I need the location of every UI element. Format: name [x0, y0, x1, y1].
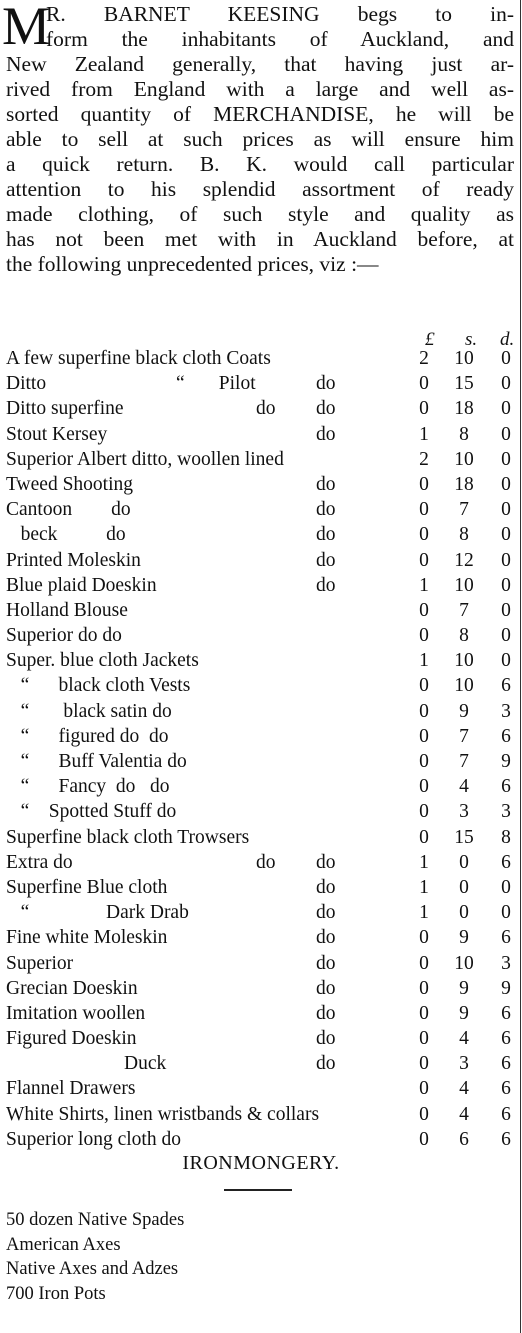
item-descriptor: do — [256, 398, 276, 420]
item-ditto: do — [316, 574, 336, 596]
price-pounds: 0 — [419, 398, 429, 420]
price-pounds: 1 — [419, 423, 429, 445]
price-pence: 6 — [501, 851, 511, 873]
price-shillings: 4 — [459, 1028, 469, 1050]
item-name: Grecian Doeskin — [6, 977, 138, 999]
price-pence: 0 — [501, 348, 511, 369]
price-shillings: 7 — [459, 599, 469, 621]
item-name: Superfine Blue cloth — [6, 876, 168, 898]
price-pence: 0 — [501, 599, 511, 621]
item-ditto: do — [316, 1002, 336, 1024]
price-pence: 3 — [501, 952, 511, 974]
section-rule — [224, 1189, 292, 1191]
price-pounds: 0 — [419, 927, 429, 949]
section-title: IRONMONGERY. — [182, 1152, 340, 1174]
price-pounds: 1 — [419, 876, 429, 898]
price-row — [6, 825, 518, 850]
price-pounds: 1 — [419, 902, 429, 924]
price-pence: 6 — [501, 1053, 511, 1075]
price-pence: 0 — [501, 423, 511, 445]
price-shillings: 8 — [459, 423, 469, 445]
price-row — [6, 1026, 518, 1051]
item-ditto: do — [316, 473, 336, 495]
price-pence: 3 — [501, 801, 511, 823]
item-name: “ figured do do — [6, 725, 169, 747]
price-pence: 9 — [501, 977, 511, 999]
ironmongery-item: American Axes — [6, 1234, 121, 1255]
price-row — [6, 548, 518, 573]
item-name: Cantoon do — [6, 499, 131, 521]
item-name: “ Fancy do do — [6, 776, 170, 798]
item-name: Blue plaid Doeskin — [6, 574, 157, 596]
intro-line: sorted quantity of MERCHANDISE, he will be — [6, 102, 514, 126]
item-name: Tweed Shooting — [6, 473, 133, 495]
price-pence: 6 — [501, 1128, 511, 1150]
item-ditto: do — [316, 423, 336, 445]
price-shillings: 9 — [459, 1002, 469, 1024]
intro-line: form the inhabitants of Auckland, and — [46, 27, 514, 51]
item-name: “ Buff Valentia do — [6, 751, 187, 772]
item-ditto: do — [316, 373, 336, 395]
item-name: Superior long cloth do — [6, 1128, 181, 1150]
price-row — [6, 422, 518, 447]
price-row — [6, 648, 518, 673]
price-shillings: 10 — [454, 348, 474, 369]
price-row — [6, 472, 518, 497]
price-pence: 0 — [501, 524, 511, 546]
price-pence: 9 — [501, 751, 511, 772]
price-pence: 0 — [501, 574, 511, 596]
price-shillings: 0 — [459, 851, 469, 873]
price-pence: 6 — [501, 1078, 511, 1100]
price-pounds: 0 — [419, 549, 429, 571]
price-row — [6, 598, 518, 623]
item-name: Ditto — [6, 373, 47, 395]
item-ditto: do — [316, 398, 336, 420]
price-shillings: 10 — [454, 650, 474, 672]
price-pence: 6 — [501, 1002, 511, 1024]
price-row — [6, 447, 518, 472]
intro-line: the following unprecedented prices, viz :— — [6, 252, 379, 276]
column-rule — [520, 0, 521, 1333]
price-shillings: 8 — [459, 524, 469, 546]
price-pounds: 2 — [419, 448, 429, 470]
price-pence: 6 — [501, 675, 511, 697]
price-pounds: 0 — [419, 599, 429, 621]
price-row — [6, 522, 518, 547]
price-pence: 6 — [501, 1103, 511, 1125]
item-ditto: do — [316, 952, 336, 974]
item-ditto: do — [316, 499, 336, 521]
ironmongery-list — [6, 1208, 184, 1306]
price-shillings: 4 — [459, 776, 469, 798]
item-name: “ Spotted Stuff do — [6, 801, 177, 823]
intro-paragraph — [6, 2, 514, 277]
price-pounds: 0 — [419, 1053, 429, 1075]
item-ditto: do — [316, 851, 336, 873]
item-descriptor: do — [256, 851, 276, 873]
price-pounds: 0 — [419, 1002, 429, 1024]
price-pence: 0 — [501, 473, 511, 495]
price-pounds: 0 — [419, 751, 429, 772]
item-name: Stout Kersey — [6, 423, 108, 445]
price-shillings: 4 — [459, 1078, 469, 1100]
price-row — [6, 497, 518, 522]
price-list — [6, 346, 518, 1152]
price-pence: 0 — [501, 650, 511, 672]
item-name: Ditto superfine — [6, 398, 124, 420]
price-shillings: 12 — [454, 549, 474, 571]
price-row — [6, 799, 518, 824]
price-pence: 6 — [501, 1028, 511, 1050]
intro-line: attention to his splendid assortment of ready — [6, 177, 514, 201]
price-shillings: 9 — [459, 700, 469, 722]
price-pounds: 0 — [419, 473, 429, 495]
intro-line: made clothing, of such style and quality as — [6, 202, 514, 226]
price-pence: 3 — [501, 700, 511, 722]
item-descriptor: Duck — [124, 1053, 167, 1075]
price-shillings: 15 — [454, 826, 474, 848]
item-name: Superior do do — [6, 625, 122, 647]
dropcap-letter: M — [2, 0, 51, 56]
price-pounds: 1 — [419, 851, 429, 873]
item-ditto: do — [316, 902, 336, 924]
price-pence: 8 — [501, 826, 511, 848]
item-name: Superior — [6, 952, 74, 974]
price-pence: 0 — [501, 902, 511, 924]
intro-line: New Zealand generally, that having just ar- — [6, 52, 514, 76]
price-pounds: 1 — [419, 574, 429, 596]
intro-line: a quick return. B. K. would call particular — [6, 152, 514, 176]
price-shillings: 7 — [459, 725, 469, 747]
item-name: White Shirts, linen wristbands & collars — [6, 1103, 320, 1125]
price-shillings: 18 — [454, 398, 474, 420]
price-row — [6, 749, 518, 774]
price-row — [6, 976, 518, 1001]
price-row — [6, 850, 518, 875]
price-pounds: 0 — [419, 524, 429, 546]
item-name: Holland Blouse — [6, 599, 128, 621]
price-shillings: 0 — [459, 902, 469, 924]
price-shillings: 4 — [459, 1103, 469, 1125]
item-name: “ black satin do — [6, 700, 172, 722]
price-shillings: 9 — [459, 977, 469, 999]
price-pence: 6 — [501, 927, 511, 949]
price-pounds: 0 — [419, 1128, 429, 1150]
price-row — [6, 346, 518, 371]
price-shillings: 10 — [454, 574, 474, 596]
item-ditto: do — [316, 876, 336, 898]
price-shillings: 10 — [454, 675, 474, 697]
price-row — [6, 396, 518, 421]
price-shillings: 8 — [459, 625, 469, 647]
price-row — [6, 623, 518, 648]
item-descriptor: “ Pilot — [176, 373, 256, 395]
price-shillings: 10 — [454, 448, 474, 470]
ironmongery-item: 50 dozen Native Spades — [6, 1210, 185, 1230]
price-pounds: 0 — [419, 952, 429, 974]
item-name: “ black cloth Vests — [6, 675, 191, 697]
intro-line: has not been met with in Auckland before, at — [6, 227, 514, 251]
price-pounds: 0 — [419, 625, 429, 647]
item-name: Superior Albert ditto, woollen lined — [6, 448, 284, 470]
item-ditto: do — [316, 927, 336, 949]
price-row — [6, 371, 518, 396]
item-ditto: do — [316, 977, 336, 999]
price-row — [6, 925, 518, 950]
price-shillings: 15 — [454, 373, 474, 395]
item-name: Figured Doeskin — [6, 1028, 137, 1050]
item-name: Imitation woollen — [6, 1002, 146, 1024]
price-row — [6, 1076, 518, 1101]
price-row — [6, 951, 518, 976]
price-row — [6, 875, 518, 900]
price-row — [6, 1001, 518, 1026]
price-pounds: 0 — [419, 776, 429, 798]
price-row — [6, 724, 518, 749]
price-pence: 0 — [501, 549, 511, 571]
pounds-header: £ — [425, 329, 435, 350]
price-pounds: 0 — [419, 499, 429, 521]
pence-header: d. — [500, 329, 515, 350]
item-name: “ — [6, 902, 30, 924]
intro-line: able to sell at such prices as will ensure him — [6, 127, 514, 151]
item-name: Extra do — [6, 851, 73, 873]
price-pounds: 2 — [419, 348, 429, 369]
price-pence: 6 — [501, 725, 511, 747]
price-shillings: 18 — [454, 473, 474, 495]
price-pence: 0 — [501, 373, 511, 395]
price-pounds: 0 — [419, 801, 429, 823]
price-shillings: 7 — [459, 499, 469, 521]
price-shillings: 7 — [459, 751, 469, 772]
price-row — [6, 1102, 518, 1127]
item-ditto: do — [316, 1053, 336, 1075]
price-row — [6, 573, 518, 598]
price-pounds: 0 — [419, 1103, 429, 1125]
intro-line: rived from England with a large and well as- — [6, 77, 514, 101]
item-name: Fine white Moleskin — [6, 927, 168, 949]
item-name: Flannel Drawers — [6, 1078, 136, 1100]
price-row — [6, 900, 518, 925]
item-name: Printed Moleskin — [6, 549, 141, 571]
price-pence: 0 — [501, 625, 511, 647]
price-pence: 0 — [501, 876, 511, 898]
item-name: Superfine black cloth Trowsers — [6, 826, 250, 848]
price-shillings: 0 — [459, 876, 469, 898]
price-pence: 0 — [501, 448, 511, 470]
price-pounds: 0 — [419, 826, 429, 848]
item-name: Super. blue cloth Jackets — [6, 650, 199, 672]
item-name: A few superfine black cloth Coats — [6, 348, 271, 369]
price-row — [6, 699, 518, 724]
ironmongery-item: 700 Iron Pots — [6, 1283, 106, 1304]
item-name: beck do — [6, 524, 126, 546]
price-shillings: 3 — [459, 1053, 469, 1075]
price-shillings: 6 — [459, 1128, 469, 1150]
price-pounds: 0 — [419, 977, 429, 999]
price-pounds: 0 — [419, 675, 429, 697]
price-row — [6, 1127, 518, 1152]
price-shillings: 9 — [459, 927, 469, 949]
item-ditto: do — [316, 549, 336, 571]
price-pounds: 0 — [419, 1028, 429, 1050]
ironmongery-item: Native Axes and Adzes — [6, 1259, 179, 1279]
price-pence: 6 — [501, 776, 511, 798]
item-ditto: do — [316, 524, 336, 546]
price-pence: 0 — [501, 398, 511, 420]
price-pence: 0 — [501, 499, 511, 521]
price-row — [6, 673, 518, 698]
intro-line: R. BARNET KEESING begs to in- — [46, 2, 514, 26]
price-pounds: 1 — [419, 650, 429, 672]
price-pounds: 0 — [419, 725, 429, 747]
item-descriptor: Dark Drab — [106, 902, 189, 924]
price-pounds: 0 — [419, 373, 429, 395]
item-ditto: do — [316, 1028, 336, 1050]
price-row — [6, 774, 518, 799]
price-row — [6, 1051, 518, 1076]
price-pounds: 0 — [419, 700, 429, 722]
price-pounds: 0 — [419, 1078, 429, 1100]
shillings-header: s. — [465, 329, 478, 350]
price-shillings: 3 — [459, 801, 469, 823]
price-shillings: 10 — [454, 952, 474, 974]
